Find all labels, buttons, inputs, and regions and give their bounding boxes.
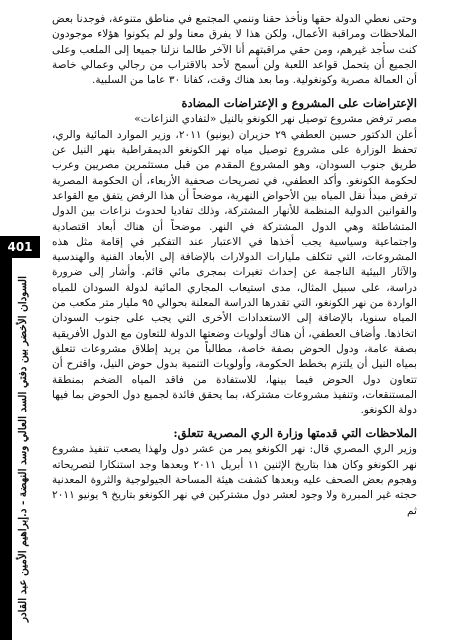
paragraph-minister-statement: أعلن الدكتور حسين العطفي ٢٩ حزيران (يونيو) ٢٠١١، وزير الموارد المائية والري، تحفظ الوزارة على مشروع توصيل مياه نهر الكونغو الديمقراطية بنهر النيل عن طريق جنوب السودان، وهو المشروع المقدم من قبل مستثمرين مصريين وعرب لحكومة الكونغو. وأكد العطفي، في تصريحات صحفية الأربعاء، أن الحكومة المصرية ترفض مبدأ نقل المياه بين الأحواض النهرية، موضحاً أن هذا الرفض يتفق مع القواعد والقوانين الدولية المنظمة للأنهار المشتركة، وذلك تفاديا لحدوث نزاعات بين الدول المتشاطئة وهي الدول المشتركة في النهر. موضحاً أن هناك أبعاد اقتصادية واجتماعية وسياسية يجب أخذها في الاعتبار عند التفكير في إقامة مثل هذه المشروعات، التي تتكلف مليارات الدولارات بالإضافة إلى الأبعاد الفنية والهندسية والآثار البيئية الناجمة عن إحداث تغيرات بمجرى مائي قائم. وأشار إلى ضرورة دراسة، على سبيل المثال، مدى استيعاب المجاري المائية لدولة السودان للمياه الواردة من نهر الكونغو، التي تقدرها الدراسة المعلنة بحوالي ٩٥ مليار متر مكعب من المياه سنويا، بالإضافة إلى الاستعدادات الأخرى التي يجب على جنوب السودان اتخاذها. وأضاف العطفي، أن هناك أولويات وضعتها الدولة للتعاون مع الدول الأفريقية بصفة عامة، ودول الحوض بصفة خاصة، مطالباً من يريد إطلاق مشروعات تتعلق بمياه النيل أن يلتزم بخطط الحكومة، وأولويات التنمية بدول حوض النيل، واقترح أن تتعاون دول الحوض فيما بينها، للاستفادة من فاقد المياه الضخم بمنطقة المستنقعات، وتنفيذ مشروعات مشتركة، بما يحقق فائدة لجميع دول الحوض بما فيها دولة الكونغو. <box>52 128 417 417</box>
body-text <box>52 12 417 519</box>
page-number: 401 <box>0 236 40 258</box>
spacer <box>52 418 417 422</box>
paragraph-remarks: وزير الري المصري قال: نهر الكونغو يمر من عشر دول ولهذا يصعب تنفيذ مشروع نهر الكونغو وكان هذا بتاريخ الإثنين ١١ أبريل ٢٠١١ وبعدها وجد استنكارا لتصريحاته وهجوم بعض الصحف عليه وبعدها كشفت هيئة المساحة الجيولوجية والثروة المعدنية حجته غير المبررة ولا وجود لعشر دول مشتركين في نهر الكونغو بتاريخ ٩ يونيو ٢٠١١ ثم <box>52 443 417 517</box>
running-title-container <box>14 258 31 640</box>
side-bar <box>0 236 12 640</box>
paragraph-subheading: مصر ترفض مشروع توصيل نهر الكونغو بالنيل «لتفادي النزاعات» <box>134 113 417 126</box>
running-title: السودان الأخضر بين دفتي السد العالي وسد النهضة - د.إبراهيم الأمين عبد القادر <box>16 276 29 622</box>
paragraph-intro: وحتى نعطي الدولة حقها ونأخذ حقنا وننمي المجتمع في مناطق متنوعة، فوجدنا بعض الملاحظات ومراقبة الأعمال، ولكن هذا لا يفرق معنا ولو لم يكونوا هؤلاء موجودون كنت سأجد غيرهم، ومن حقي مراقبتهم أنا الآخر طالما نزلنا جميعا إلى الملعب وعلى الجميع أن يتحمل قواعد اللعبة ولن أسمح لأحد بالاقتراب من رجالي وعمالي خاصة أن العمالة مصرية وكونغولية. وما بعد هناك وقت، كفانا ٣٠ عاما من السلبية. <box>52 13 417 87</box>
section-heading-remarks: الملاحظات التي قدمتها وزارة الري المصرية تتعلق: <box>173 426 417 441</box>
section-heading-objections: الإعتراضات على المشروع و الإعتراضات المضادة <box>181 96 417 111</box>
spacer <box>52 88 417 92</box>
